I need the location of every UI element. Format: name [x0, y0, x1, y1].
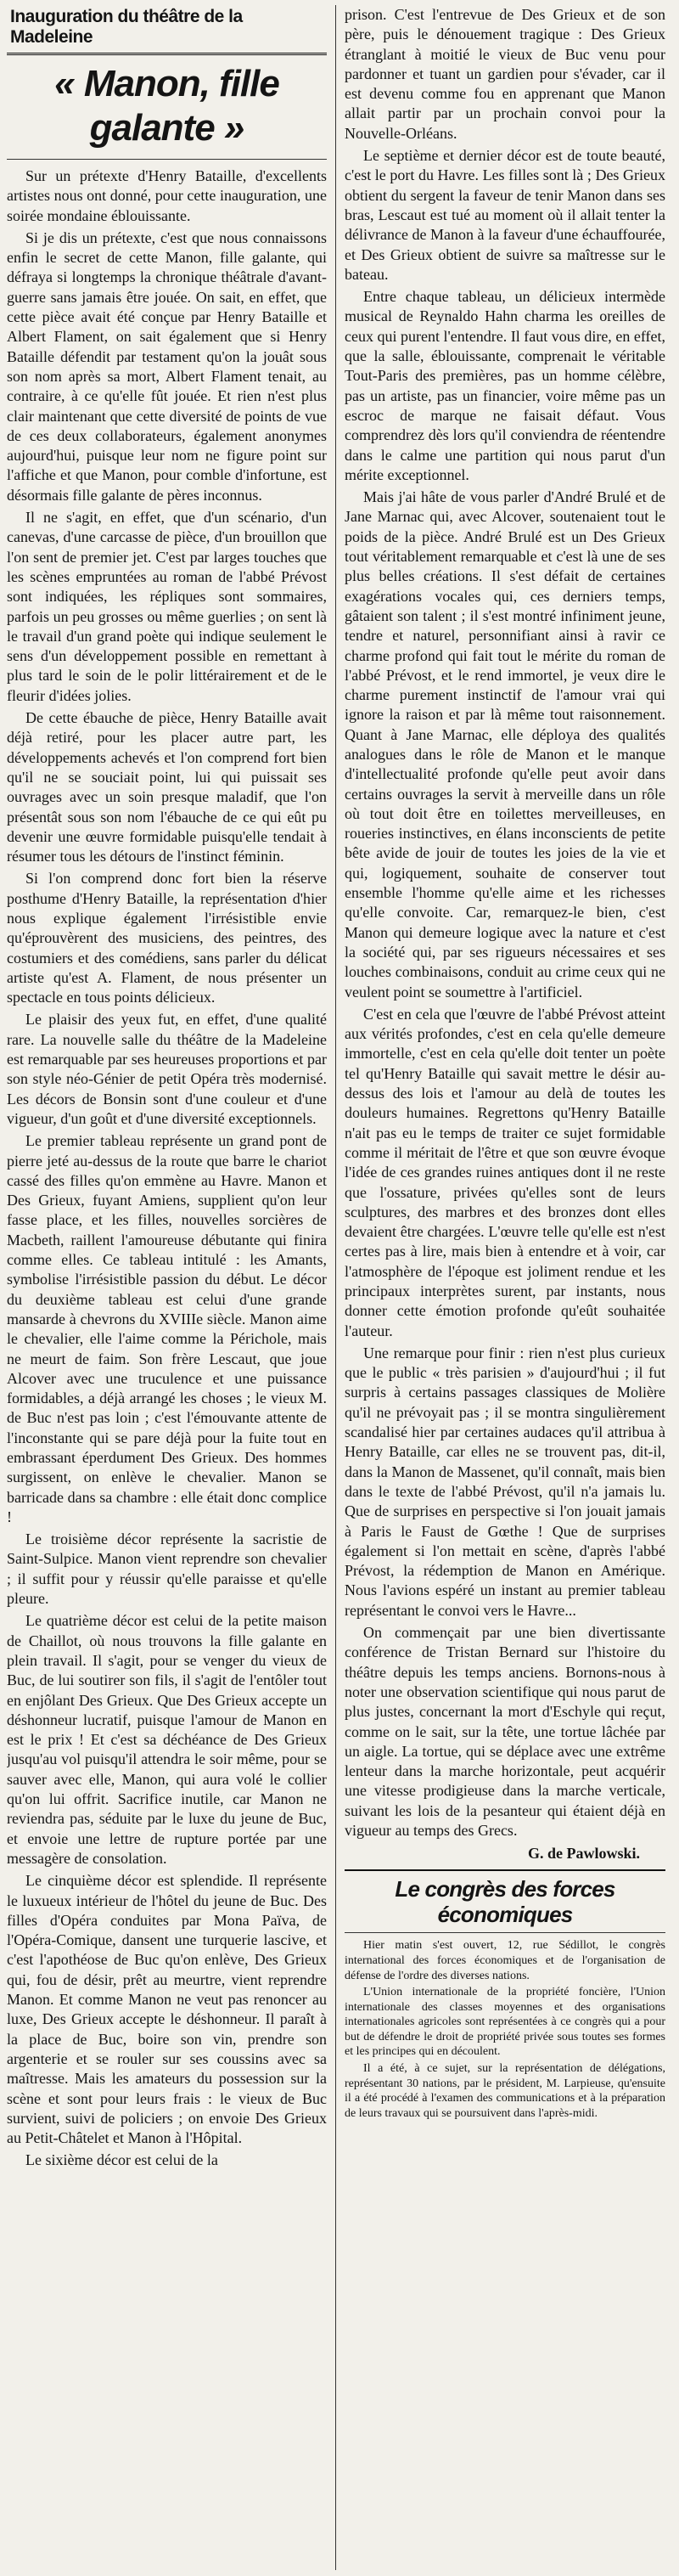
paragraph: Le plaisir des yeux fut, en effet, d'une qualité rare. La nouvelle salle du théâtre de la Madeleine est remarquable par ses heureuses proportions et par son style néo-Génier de petit Opéra très modernisé. Les décors de Bonsin sont d'une couleur et d'une vigueur, d'un goût et d'une diversité exceptionnels. — [7, 1011, 327, 1127]
article-body-right — [345, 5, 665, 1840]
paragraph: De cette ébauche de pièce, Henry Bataille avait déjà retiré, pour les placer autre part, les développements achevés et l'on comprend fort bien qu'il ne se souciait point, lui qui puissait ses ouvrages avec un soin presque maladif, que l'on présentât sous son nom l'ébauche de ce qui eût pu devenir une œuvre formidable puisqu'elle tendait à résumer tous les détours de l'instinct féminin. — [7, 709, 327, 865]
paragraph: Le premier tableau représente un grand pont de pierre jeté au-dessus de la route que barre le chariot cassé des filles qu'on emmène au Havre. Manon et Des Grieux, fuyant Amiens, supplient qu'on leur fasse place, et les filles, nouvelles sorcières de Macbeth, raillent l'amoureuse débutante qui finira comme elles. Ce tableau intitulé : les Amants, symbolise l'irrésistible passion du début. Le décor du deuxième tableau est celui d'une grande mansarde à chevrons du XVIIIe siècle. Manon aime le chevalier, elle l'aime comme la Périchole, mais ne meurt de faim. Son frère Lescaut, que joue Alcover avec une truculence et une puissance formidables, a déjà arrangé les choses ; le vieux M. de Buc n'est pas loin ; c'est l'émouvante attente de l'inconstante qui se pare déjà pour la fuite tout en embrassant éperdument Des Grieux. Des hommes surgissent, on enlève le chevalier. Manon se barricade dans sa chambre : elle était donc complice ! — [7, 1132, 327, 1525]
paragraph: C'est en cela que l'œuvre de l'abbé Prévost atteint aux vérités profondes, c'est en cela qu'elle demeure immortelle, c'est en cela qu'elle doit tenter un poète tel qu'Henry Bataille qui savait mettre le désir au-dessus des lois et l'amour au delà de toutes les douleurs humaines. Regrettons qu'Henry Bataille n'ait pas eu le temps de traiter ce sujet formidable comme il méritait de l'être et que son œuvre évoque l'idée de ces grandes ruines antiques dont il ne reste que l'ossature, privées qu'elles sont de leurs sculptures, des marbres et des bronzes dont elles devaient être chargées. L'œuvre telle qu'elle est n'est certes pas à lire, mais bien à entendre et à voir, car l'atmosphère de l'époque est joliment rendue et les principaux interprètes surent, par instants, nous donner cette émotion profonde qu'eût souhaitée l'auteur. — [345, 1005, 665, 1339]
paragraph: Le septième et dernier décor est de toute beauté, c'est le port du Havre. Les filles sont là ; Des Grieux obtient du sergent la faveur de tenir Manon dans ses bras, Lescaut est tué au moment où il allait tenter la délivrance de Manon à la faveur d'une échauffourée, et Des Grieux obtient de suivre sa maîtresse sur le bateau. — [345, 147, 665, 283]
congres-title: Le congrès des forces économiques — [345, 1876, 665, 1933]
paragraph: Une remarque pour finir : rien n'est plus curieux que le public « très parisien » d'aujourd'hui ; il fut surpris à certains passages classiques de Molière qu'il ne prévoyait pas ; il se montra singulièrement scandalisé hier par certaines audaces qu'il attribua à Henry Bataille, car elles ne se trouvent pas, dit-il, dans la Manon de Massenet, qu'il connaît, mais bien dans le texte de l'abbé Prévost, qu'il n'a jamais lu. Que de surprises en perspective si l'on jouait jamais à Paris le Faust de Gœthe ! Que de surprises également si l'on mettait en scène, d'après l'abbé Prévost, la rédemption de Manon en Amérique. Nous l'avions espéré un instant au premier tableau représentant le convoi vers le Havre... — [345, 1344, 665, 1619]
right-column — [336, 5, 665, 2570]
paragraph: Le troisième décor représente la sacristie de Saint-Sulpice. Manon vient reprendre son chevalier ; il suffit pour y réussir qu'elle paraisse et qu'elle pleure. — [7, 1530, 327, 1608]
paragraph: Mais j'ai hâte de vous parler d'André Brulé et de Jane Marnac qui, avec Alcover, soutenaient tout le poids de la pièce. André Brulé est un Des Grieux tout véritablement remarquable et c'est là une de ses plus belles créations. Il s'est défait de certaines exagérations vocales qui, ces derniers temps, gâtaient son talent ; il s'est montré infiniment jeune, tendre et naturel, personnifiant ainsi à ravir ce charme profond qui fait tout le mérite du roman de l'abbé Prévost, et le rend immortel, je veux dire le charme purement instinctif de l'amour vrai qui ignore la raison et par là même tout raisonnement. Quant à Jane Marnac, elle déploya des qualités analogues dans le rôle de Manon et le manque d'intellectualité profonde qu'elle peut avoir dans certains ouvrages la servit à merveille dans un rôle où tout doit être en toilettes merveilleuses, en roueries instinctives, en élans inconscients de petite bête avide de jouir de toutes les joies de la vie et qui, logiquement, souhaite de conserver tout ensemble l'homme qu'elle aime et les richesses qu'elle convoite. Car, remarquez-le bien, c'est Manon qui demeure logique avec la nature et c'est la société qui, par ses rigueurs nécessaires et ses louches combinaisons, conduit au crime ceux qui ne veulent point se soumettre à l'artificiel. — [345, 488, 665, 1001]
article-header: Inauguration du théâtre de la Madeleine — [7, 5, 327, 55]
article-body-left — [7, 166, 327, 2171]
paragraph: Il a été, à ce sujet, sur la représentation de délégations, représentant 30 nations, par le président, M. Larpieuse, qu'ensuite il a été procédé à l'examen des communications et à la préparation de leurs travaux qui se poursuivent dans l'après-midi. — [345, 2062, 665, 2120]
paragraph: Sur un prétexte d'Henry Bataille, d'excellents artistes nous ont donné, pour cette inauguration, une soirée mondaine éblouissante. — [7, 167, 327, 224]
article-title: « Manon, fille galante » — [7, 55, 327, 160]
paragraph: L'Union internationale de la propriété foncière, l'Union internationale des classes moyennes et des organisations internationales agricoles sont représentées à ce congrès qui a pour but de défendre le droit de propriété privée sous toutes ses formes et les principes qui en découlent. — [345, 1986, 665, 2059]
paragraph: Hier matin s'est ouvert, 12, rue Sédillot, le congrès international des forces économiques et de l'organisation de défense de l'ordre des diverses nations. — [345, 1939, 665, 1982]
paragraph: prison. C'est l'entrevue de Des Grieux et de son père, puis le dénouement tragique : Des Grieux étranglant à moitié le vieux de Buc venu pour pardonner et tuant un gardien pour s'évader, car il est devenu comme fou en apprenant que Manon allait partir par un prochain convoi pour la Nouvelle-Orléans. — [345, 6, 665, 142]
paragraph: Si l'on comprend donc fort bien la réserve posthume d'Henry Bataille, la représentation d'hier nous explique également l'irrésistible envie qu'éprouvèrent des musiciens, des peintres, des costumiers et des comédiens, sans parler du délicat artiste qu'est A. Flament, de nous présenter un spectacle en tous points délicieux. — [7, 870, 327, 1006]
paragraph: Le quatrième décor est celui de la petite maison de Chaillot, où nous trouvons la fille galante en plein travail. Il s'agit, pour se venger du vieux de Buc, de lui soutirer son fils, il s'agit de l'entôler tout en enjôlant Des Grieux. Que Des Grieux accepte un déshonneur lucratif, puisque l'amour de Manon en est le prix ! Et c'est sa déchéance de Des Grieux jusqu'au vol puisqu'il attendra le soir même, pour se sauver avec elle, Manon, qui aura volé le collier qu'on lui offrit. Sacrifice inutile, car Manon ne reviendra pas, séduite par le luxe du jeune de Buc, et envoie une lettre de rupture portée par une messagère de consolation. — [7, 1612, 327, 1867]
paragraph: Entre chaque tableau, un délicieux intermède musical de Reynaldo Hahn charma les oreilles de ceux qui purent l'entendre. Il faut vous dire, en effet, que la salle, éblouissante, comprenait le véritable Tout-Paris des premières, pas un homme célèbre, pas un artiste, pas un financier, voire même pas un escroc de marque ne faisait défaut. Vous comprendrez dès lors qu'il conviendra de réentendre dans le calme une partition qui nous parut d'un mérite exceptionnel. — [345, 288, 665, 483]
paragraph: Il ne s'agit, en effet, que d'un scénario, d'un canevas, d'une carcasse de pièce, d'un brouillon que l'on sent de premier jet. C'est par larges touches que les scènes empruntées au roman de l'abbé Prévost sont indiquées, les répliques sont sommaires, parfois un peu grosses ou même guerlies ; on sent là le travail d'un grand poète qui indique seulement le sens d'un développement possible en remettant à plus tard le soin de le polir littérairement et de le fleurir d'idées jolies. — [7, 509, 327, 704]
paragraph: Le sixième décor est celui de la — [25, 2151, 218, 2169]
paragraph: On commençait par une bien divertissante conférence de Tristan Bernard sur l'histoire du théâtre depuis les temps anciens. Bornons-nous à noter une observation scientifique qui nous parut de plus justes, concernant la mort d'Eschyle qui reçut, comme on le sait, sur la tête, une tortue lâchée par un aigle. La tortue, qui se déplace avec une extrême lenteur dans la marche horizontale, peut acquérir une vitesse prodigieuse dans la marche verticale, suivant les lois de la pesanteur qui étaient déjà en vigueur au temps des Grecs. — [345, 1624, 665, 1840]
paragraph: Le cinquième décor est splendide. Il représente le luxueux intérieur de l'hôtel du jeune de Buc. Des filles d'Opéra conduites par Mona Païva, de l'Opéra-Comique, dansent une turquerie lascive, et c'est l'apothéose de Buc qu'on enlève, Des Grieux qui, fou de désir, prêt au meurtre, vient reprendre Manon. Et comme Manon ne veut pas renoncer au luxe, Des Grieux accepte le déshonneur. Il paraît à la place de Buc, boire son vin, prendre son argenterie et se rouler sur ses coussins avec sa maîtresse. Mais les amateurs du possession sur la scène et sont pour leurs frais : le vieux de Buc survient, suivi de policiers ; on envoie Des Grieux au Petit-Châtelet et Manon à l'Hôpital. — [7, 1872, 327, 2147]
left-column — [7, 5, 336, 2570]
paragraph: Si je dis un prétexte, c'est que nous connaissons enfin le secret de cette Manon, fille galante, qui défraya si longtemps la chronique théâtrale d'avant-guerre sans jamais être jouée. On sait, en effet, que cette pièce avait été conçue par Henry Bataille et Albert Flament, on sait également que si Henry Bataille défendit par testament qu'on la jouât sous son nom après sa mort, Albert Flament tenait, au contraire, à ce qu'elle fût jouée. Et rien n'est plus clair maintenant que cette diversité de points de vue de ces deux collaborateurs, également anonymes aujourd'hui, puisque leur nom ne figure point sur l'affiche et que Manon, pour comble d'infortune, est désormais fille galante de pères inconnus. — [7, 228, 327, 504]
section-divider — [345, 1869, 665, 1871]
congres-body — [345, 1938, 665, 2121]
article-signature: G. de Pawlowski. — [527, 1845, 640, 1863]
